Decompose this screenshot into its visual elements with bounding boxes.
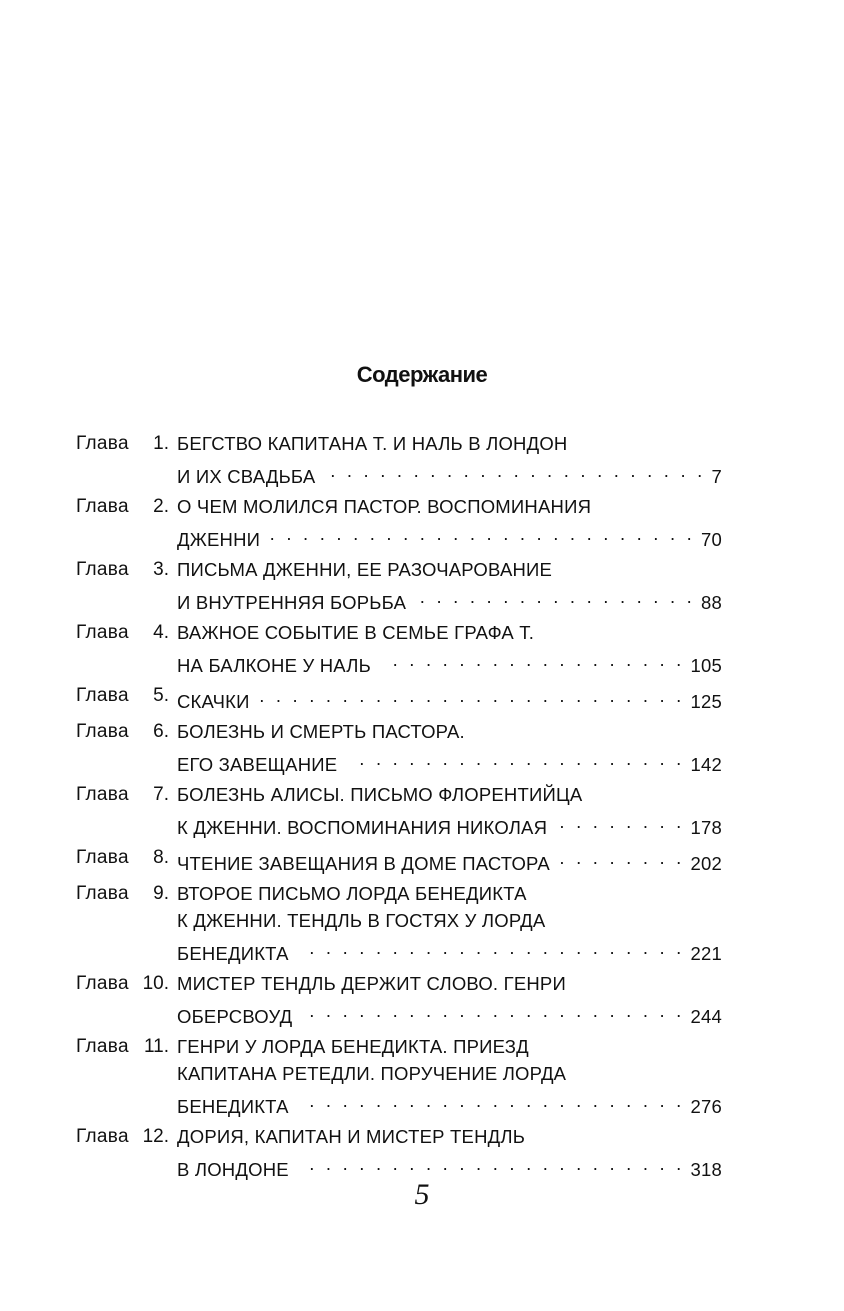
chapter-word: Глава (76, 622, 129, 643)
page-ref: 142 (690, 754, 722, 776)
chapter-word: Глава (76, 685, 129, 706)
chapter-title-last-line (177, 1153, 722, 1181)
chapter-word: Глава (76, 784, 129, 805)
chapter-title-line: НА БАЛКОНЕ У НАЛЬ (177, 655, 371, 677)
chapter-title-last-line (177, 1090, 722, 1118)
chapter-title-last-line (177, 586, 722, 614)
page-ref: 70 (701, 529, 722, 551)
chapter-number: 5. (153, 685, 169, 706)
chapter-number: 3. (153, 559, 169, 580)
chapter-title-line: ДЖЕННИ (177, 529, 261, 551)
chapter-word: Глава (76, 433, 129, 454)
page-ref: 318 (690, 1159, 722, 1181)
chapter-title-line: ГЕНРИ У ЛОРДА БЕНЕДИКТА. ПРИЕЗД (177, 1036, 529, 1057)
chapter-title-line: БЕНЕДИКТА (177, 1096, 289, 1118)
dot-leader (299, 1090, 685, 1113)
chapter-word: Глава (76, 883, 129, 904)
chapter-number: 1. (153, 433, 169, 454)
dot-leader (270, 523, 695, 546)
page-number: 5 (414, 1178, 430, 1211)
page-ref: 88 (701, 592, 722, 614)
chapter-word: Глава (76, 496, 129, 517)
page-ref: 7 (711, 466, 722, 488)
chapter-title-last-line (177, 937, 722, 965)
chapter-title-last-line (177, 748, 722, 776)
dot-leader (299, 1153, 685, 1176)
chapter-title-line: КАПИТАНА РЕТЕДЛИ. ПОРУЧЕНИЕ ЛОРДА (177, 1063, 567, 1084)
chapter-title-line: К ДЖЕННИ. ВОСПОМИНАНИЯ НИКОЛАЯ (177, 817, 548, 839)
dot-leader (560, 847, 685, 870)
chapter-title-last-line (177, 685, 722, 713)
chapter-word: Глава (76, 721, 129, 742)
chapter-title-line: СКАЧКИ (177, 691, 250, 713)
chapter-word: Глава (76, 973, 129, 994)
page-ref: 244 (690, 1006, 722, 1028)
page-ref: 125 (690, 691, 722, 713)
chapter-number: 4. (153, 622, 169, 643)
page-ref: 276 (690, 1096, 722, 1118)
dot-leader (347, 748, 684, 771)
chapter-title-line: ВТОРОЕ ПИСЬМО ЛОРДА БЕНЕДИКТА (177, 883, 527, 904)
chapter-number: 8. (153, 847, 169, 868)
dot-leader (302, 1000, 684, 1023)
chapter-title-line: ВАЖНОЕ СОБЫТИЕ В СЕМЬЕ ГРАФА Т. (177, 622, 535, 643)
chapter-title-line: БОЛЕЗНЬ И СМЕРТЬ ПАСТОРА. (177, 721, 465, 742)
chapter-title-last-line (177, 1000, 722, 1028)
chapter-title-line: ДОРИЯ, КАПИТАН И МИСТЕР ТЕНДЛЬ (177, 1126, 526, 1147)
chapter-number: 2. (153, 496, 169, 517)
chapter-title-line: О ЧЕМ МОЛИЛСЯ ПАСТОР. ВОСПОМИНАНИЯ (177, 496, 592, 517)
chapter-title-line: В ЛОНДОНЕ (177, 1159, 289, 1181)
chapter-number: 11. (143, 1036, 169, 1057)
chapter-number: 6. (153, 721, 169, 742)
dot-leader (299, 937, 685, 960)
chapter-title-last-line (177, 460, 722, 488)
chapter-title-last-line (177, 523, 722, 551)
chapter-title-line: БЕГСТВО КАПИТАНА Т. И НАЛЬ В ЛОНДОН (177, 433, 568, 454)
chapter-title-line: И ВНУТРЕННЯЯ БОРЬБА (177, 592, 407, 614)
chapter-title-last-line (177, 847, 722, 875)
chapter-word: Глава (76, 1036, 129, 1057)
chapter-title-line: БОЛЕЗНЬ АЛИСЫ. ПИСЬМО ФЛОРЕНТИЙЦА (177, 784, 583, 805)
chapter-title-line: К ДЖЕННИ. ТЕНДЛЬ В ГОСТЯХ У ЛОРДА (177, 910, 546, 931)
page-ref: 178 (690, 817, 722, 839)
page-ref: 221 (690, 943, 722, 965)
dot-leader (416, 586, 695, 609)
chapter-number: 12. (142, 1126, 169, 1147)
chapter-word: Глава (76, 1126, 129, 1147)
chapter-word: Глава (76, 847, 129, 868)
chapter-number: 7. (153, 784, 169, 805)
chapter-number: 10. (142, 973, 169, 994)
chapter-title-line: МИСТЕР ТЕНДЛЬ ДЕРЖИТ СЛОВО. ГЕНРИ (177, 973, 566, 994)
chapter-title-line: БЕНЕДИКТА (177, 943, 289, 965)
chapter-title-last-line (177, 649, 722, 677)
chapter-title-line: ЕГО ЗАВЕЩАНИЕ (177, 754, 338, 776)
page-ref: 105 (690, 655, 722, 677)
toc-title: Содержание (356, 362, 488, 387)
page-ref: 202 (690, 853, 722, 875)
chapter-title-line: ЧТЕНИЕ ЗАВЕЩАНИЯ В ДОМЕ ПАСТОРА (177, 853, 550, 875)
chapter-title-line: И ИХ СВАДЬБА (177, 466, 316, 488)
chapter-number: 9. (153, 883, 169, 904)
chapter-word: Глава (76, 559, 129, 580)
chapter-title-line: ПИСЬМА ДЖЕННИ, ЕЕ РАЗОЧАРОВАНИЕ (177, 559, 553, 580)
chapter-title-line: ОБЕРСВОУД (177, 1006, 293, 1028)
dot-leader (325, 460, 705, 483)
dot-leader (557, 811, 684, 834)
dot-leader (381, 649, 685, 672)
dot-leader (260, 685, 685, 708)
chapter-title-last-line (177, 811, 722, 839)
